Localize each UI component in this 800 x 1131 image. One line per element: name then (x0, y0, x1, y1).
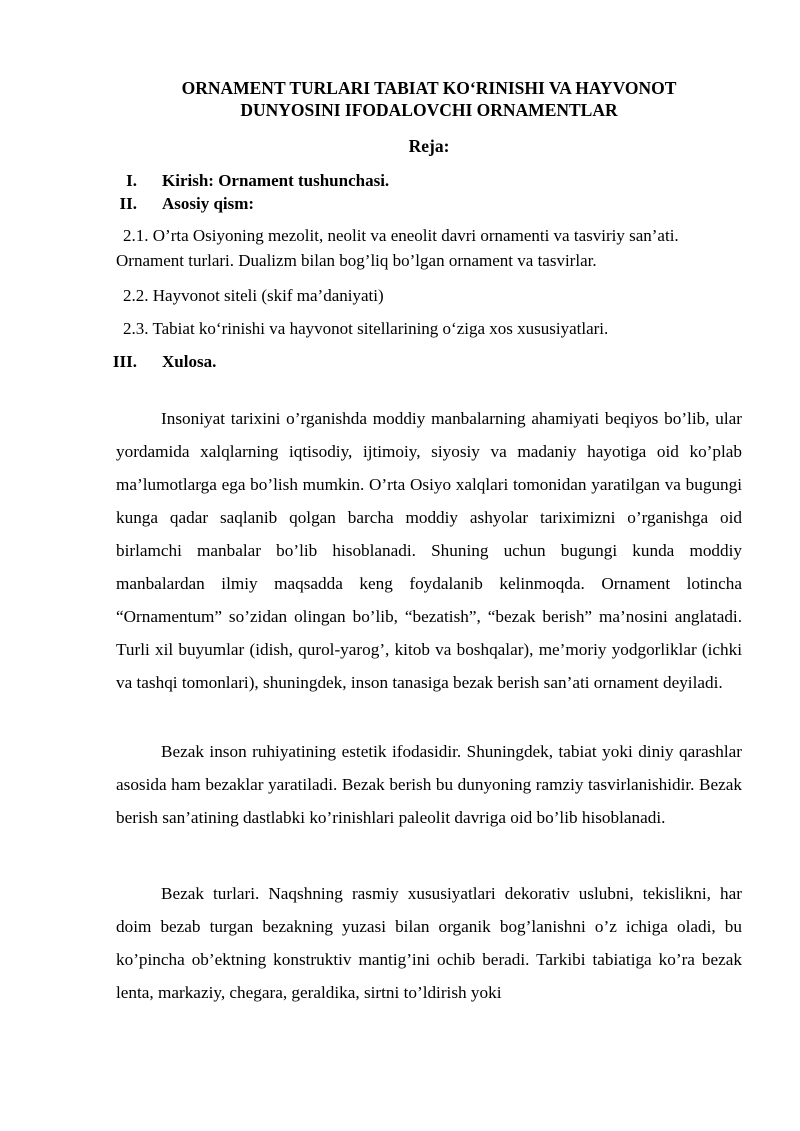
plan-item-2-number: II. (119, 194, 137, 213)
plan-item-1-text: Kirish: Ornament tushunchasi. (162, 171, 390, 190)
plan-subitem-2-1-line-1: 2.1. O’rta Osiyoning mezolit, neolit va eneolit davri ornamenti va tasviriy san’ati. (123, 226, 679, 245)
plan-subitem-2-2: 2.2. Hayvonot siteli (skif ma’daniyati) (123, 286, 384, 305)
document-title (116, 77, 742, 121)
paragraph-2: Bezak inson ruhiyatining estetik ifodasidir. Shuningdek, tabiat yoki diniy qarashlar asosida ham bezaklar yaratiladi. Bezak berish bu dunyoning ramziy tasvirlanishidir. Bezak berish san’atining dastlabki ko’rinishlari paleolit davriga oid bo’lib hisoblanadi. (116, 742, 742, 827)
paragraph-3: Bezak turlari. Naqshning rasmiy xususiyatlari dekorativ uslubni, tekislikni, har doim bezab turgan bezakning yuzasi bilan organik bog’lanishni o’z ichiga oladi, bu ko’pincha ob’ektning konstruktiv mantig’ini ochib beradi. Tarkibi tabiatiga ko’ra bezak lenta, markaziy, chegara, geraldika, sirtni to’ldirish yoki (116, 884, 742, 1002)
plan-item-3-number: III. (112, 352, 137, 371)
plan-heading: Reja: (408, 136, 450, 156)
plan-item-3-text: Xulosa. (162, 352, 217, 371)
plan-subitem-2-1-line-2: Ornament turlari. Dualizm bilan bog’liq bo’lgan ornament va tasvirlar. (116, 251, 597, 270)
plan-subitem-2-3: 2.3. Tabiat ko‘rinishi va hayvonot sitellarining o‘ziga xos xususiyatlari. (123, 319, 609, 338)
title-line-1: ORNAMENT TURLARI TABIAT KO‘RINISHI VA HAYVONOT (181, 78, 677, 98)
paragraph-1: Insoniyat tarixini o’rganishda moddiy manbalarning ahamiyati beqiyos bo’lib, ular yordamida xalqlarning iqtisodiy, ijtimoiy, siyosiy va madaniy hayotiga oid ko’plab ma’lumotlarga ega bo’lish mumkin. O’rta Osiyo xalqlari tomonidan yaratilgan va bugungi kunga qadar saqlanib qolgan barcha moddiy ashyolar tariximizni o’rganishga oid birlamchi manbalar bo’lib hisoblanadi. Shuning uchun bugungi kunda moddiy manbalardan ilmiy maqsadda keng foydalanib kelinmoqda. Ornament lotincha “Ornamentum” so’zidan olingan bo’lib, “bezatish”, “bezak berish” ma’nosini anglatadi. Turli xil buyumlar (idish, qurol-yarog’, kitob va boshqalar), me’moriy yodgorliklar (ichki va tashqi tomonlari), shuningdek, inson tanasiga bezak berish san’ati ornament deyiladi. (116, 409, 742, 692)
plan-item-1-number: I. (126, 171, 137, 190)
plan-item-2-text: Asosiy qism: (162, 194, 255, 213)
title-line-2: DUNYOSINI IFODALOVCHI ORNAMENTLAR (240, 100, 618, 120)
